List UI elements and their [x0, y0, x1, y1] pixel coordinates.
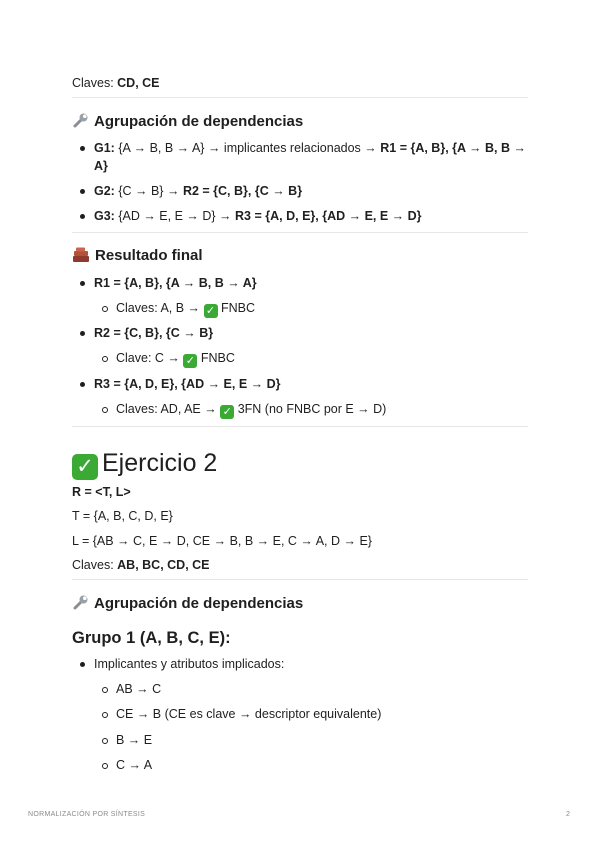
bullet-circle: [102, 738, 108, 744]
result-r1: R1 = {A, B}, {A → B, B → A}: [94, 276, 257, 290]
page-number: 2: [566, 811, 571, 818]
bullet-dot: [80, 382, 85, 387]
bullet-circle: [102, 356, 108, 362]
l-definition: L = {AB → C, E → D, CE → B, B → E, C → A, D → E}: [72, 534, 372, 548]
agrupacion-heading-ex2: Agrupación de dependencias: [72, 594, 303, 617]
t-definition: T = {A, B, C, D, E}: [72, 509, 173, 523]
bullet-dot: [80, 281, 85, 286]
result-r1-claves: Claves: A, B → ✓ FNBC: [116, 301, 256, 317]
resultado-heading: Resultado final: [72, 246, 203, 269]
bullet-circle: [102, 763, 108, 769]
bullet-circle: [102, 687, 108, 693]
divider: [72, 426, 528, 427]
bullet-circle: [102, 407, 108, 413]
result-r2: R2 = {C, B}, {C → B}: [94, 326, 214, 340]
list-item: CE → B (CE es clave → descriptor equivalente): [116, 707, 382, 721]
group-g3: G3: {AD → E, E → D} → R3 = {A, D, E}, {AD → E, E → D}: [94, 209, 422, 223]
check-mark-icon: ✓: [183, 354, 197, 368]
grupo1-heading: Grupo 1 (A, B, C, E):: [72, 629, 231, 647]
check-mark-icon: ✓: [204, 304, 218, 318]
divider: [72, 232, 528, 233]
wrench-icon: [72, 594, 89, 617]
bullet-dot: [80, 662, 85, 667]
result-r3: R3 = {A, D, E}, {AD → E, E → D}: [94, 377, 281, 391]
group-g2: G2: {C → B} → R2 = {C, B}, {C → B}: [94, 184, 303, 198]
bullet-dot: [80, 214, 85, 219]
bullet-dot: [80, 146, 85, 151]
bullet-dot: [80, 189, 85, 194]
footer-title: NORMALIZACIÓN POR SÍNTESIS: [28, 811, 146, 818]
divider: [72, 579, 528, 580]
divider: [72, 97, 528, 98]
exercise-title: ✓ Ejercicio 2: [72, 448, 217, 480]
claves-value: CD, CE: [117, 76, 160, 90]
list-item: C → A: [116, 758, 153, 772]
list-item: B → E: [116, 733, 153, 747]
group-g1: G1: {A → B, B → A} → implicantes relacionados → R1 = {A, B}, {A → B, B → A}: [94, 141, 526, 173]
r-definition: R = <T, L>: [72, 485, 131, 499]
claves-line: Claves: CD, CE: [72, 76, 160, 90]
result-r2-clave: Clave: C → ✓ FNBC: [116, 351, 235, 367]
agrupacion-heading: Agrupación de dependencias: [72, 112, 303, 135]
bullet-circle: [102, 306, 108, 312]
implicantes-bullet: Implicantes y atributos implicados:: [94, 657, 285, 671]
wrench-icon: [72, 112, 89, 135]
bricks-icon: [72, 247, 90, 269]
list-item: AB → C: [116, 682, 162, 696]
bullet-circle: [102, 712, 108, 718]
result-r3-claves: Claves: AD, AE → ✓ 3FN (no FNBC por E → D): [116, 402, 387, 418]
bullet-dot: [80, 331, 85, 336]
check-mark-icon: ✓: [72, 454, 98, 480]
check-mark-icon: ✓: [220, 405, 234, 419]
claves-line-ex2: Claves: AB, BC, CD, CE: [72, 558, 210, 572]
